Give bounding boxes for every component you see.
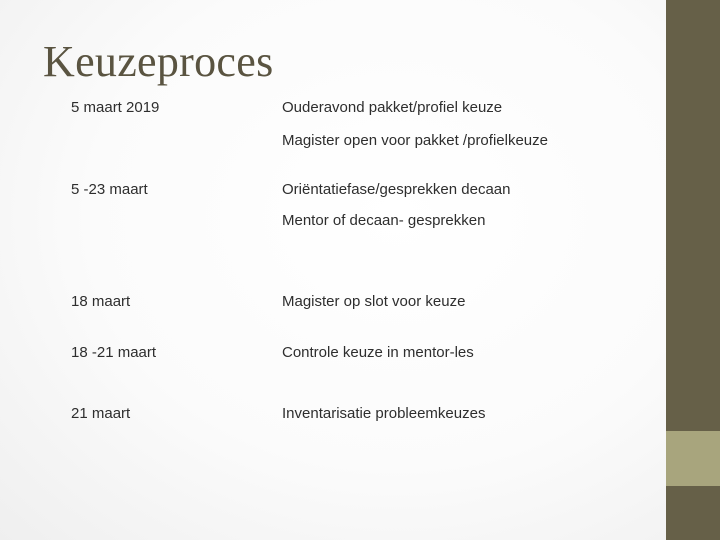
schedule-item: Inventarisatie probleemkeuzes — [282, 405, 486, 422]
schedule-date: 18 maart — [71, 293, 131, 310]
sidebar-dark-band-top — [666, 0, 720, 431]
schedule-item: Mentor of decaan- gesprekken — [282, 212, 486, 229]
schedule-date: 18 -21 maart — [71, 344, 157, 361]
schedule-item: Oriëntatiefase/gesprekken decaan — [282, 181, 511, 198]
schedule-item: Magister op slot voor keuze — [282, 293, 466, 310]
schedule-item: Ouderavond pakket/profiel keuze — [282, 99, 503, 116]
schedule-date: 5 maart 2019 — [71, 99, 160, 116]
schedule-date: 21 maart — [71, 405, 131, 422]
sidebar-accent-band — [666, 431, 720, 486]
schedule-date: 5 -23 maart — [71, 181, 148, 198]
schedule-item: Magister open voor pakket /profielkeuze — [282, 132, 548, 149]
slide-title: Keuzeproces — [43, 37, 274, 86]
sidebar-dark-band-bottom — [666, 486, 720, 540]
schedule-item: Controle keuze in mentor-les — [282, 344, 474, 361]
